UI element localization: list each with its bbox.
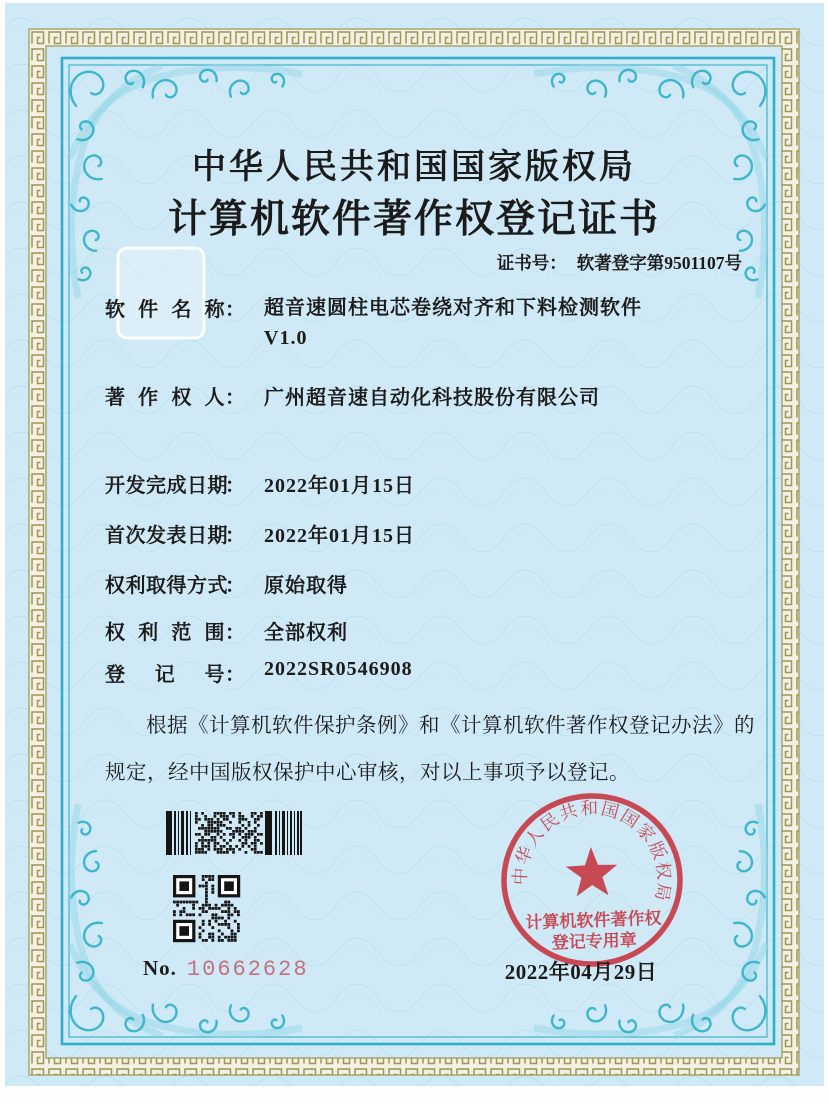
field-value: 2022年01月15日 — [264, 475, 415, 497]
field-colon: ： — [225, 622, 246, 644]
official-seal — [497, 790, 687, 972]
field-colon: ： — [225, 525, 246, 547]
field-value: 原始取得 — [264, 575, 348, 597]
field-row-right-scope — [105, 616, 348, 645]
field-value: 2022年01月15日 — [264, 525, 415, 547]
seal-subtitle-line1: 计算机软件著作权 — [525, 908, 662, 933]
statement-line1: 根据《计算机软件保护条例》和《计算机软件著作权登记办法》的 — [146, 715, 755, 737]
field-colon: ： — [225, 475, 246, 497]
certificate-number-label: 证书号： — [496, 253, 567, 273]
field-colon: ： — [225, 299, 246, 321]
field-value: 全部权利 — [264, 622, 348, 644]
field-label: 开发完成日期 — [105, 475, 228, 497]
field-label: 软件名称 — [105, 299, 225, 321]
field-label: 登记号 — [105, 664, 225, 686]
field-value: 2022SR0546908 — [264, 658, 413, 680]
field-value — [264, 293, 642, 353]
issuer-title: 中华人民共和国国家版权局 — [192, 149, 636, 186]
statement-line2: 规定，经中国版权保护中心审核，对以上事项予以登记。 — [105, 762, 630, 784]
seal-ring-text: 中华人民共和国国家版权局 — [509, 797, 675, 905]
field-row-dev-complete-date — [105, 469, 415, 498]
software-name-line1: 超音速圆柱电芯卷绕对齐和下料检测软件 — [264, 297, 642, 319]
field-row-copyright-owner — [105, 381, 600, 410]
qr-code — [172, 874, 242, 944]
issue-date: 2022年04月29日 — [504, 960, 658, 984]
field-label: 首次发表日期 — [105, 525, 228, 547]
registration-statement — [105, 703, 755, 797]
document-title: 计算机软件著作权登记证书 — [167, 198, 660, 241]
software-name-line2: V1.0 — [264, 327, 308, 349]
field-row-registration-number — [105, 658, 413, 687]
field-label: 权利范围 — [105, 622, 225, 644]
field-row-right-acquisition — [105, 569, 348, 598]
field-colon: ： — [225, 575, 246, 597]
serial-prefix: No. — [143, 956, 177, 980]
field-label: 权利取得方式 — [105, 575, 228, 597]
serial-number-line — [143, 956, 309, 982]
star-icon — [565, 846, 618, 897]
field-value: 广州超音速自动化科技股份有限公司 — [264, 387, 600, 409]
certificate-number — [497, 250, 742, 275]
serial-number: 10662628 — [186, 957, 309, 982]
field-row-software-name — [105, 293, 642, 353]
field-row-first-publish-date — [105, 519, 415, 548]
certificate-number-value: 软著登字第9501107号 — [576, 253, 742, 273]
field-colon: ： — [225, 664, 246, 686]
seal-subtitle-line2: 登记专用章 — [551, 930, 637, 953]
field-colon: ： — [225, 387, 246, 409]
field-label: 著作权人 — [105, 387, 225, 409]
barcode — [166, 811, 302, 855]
